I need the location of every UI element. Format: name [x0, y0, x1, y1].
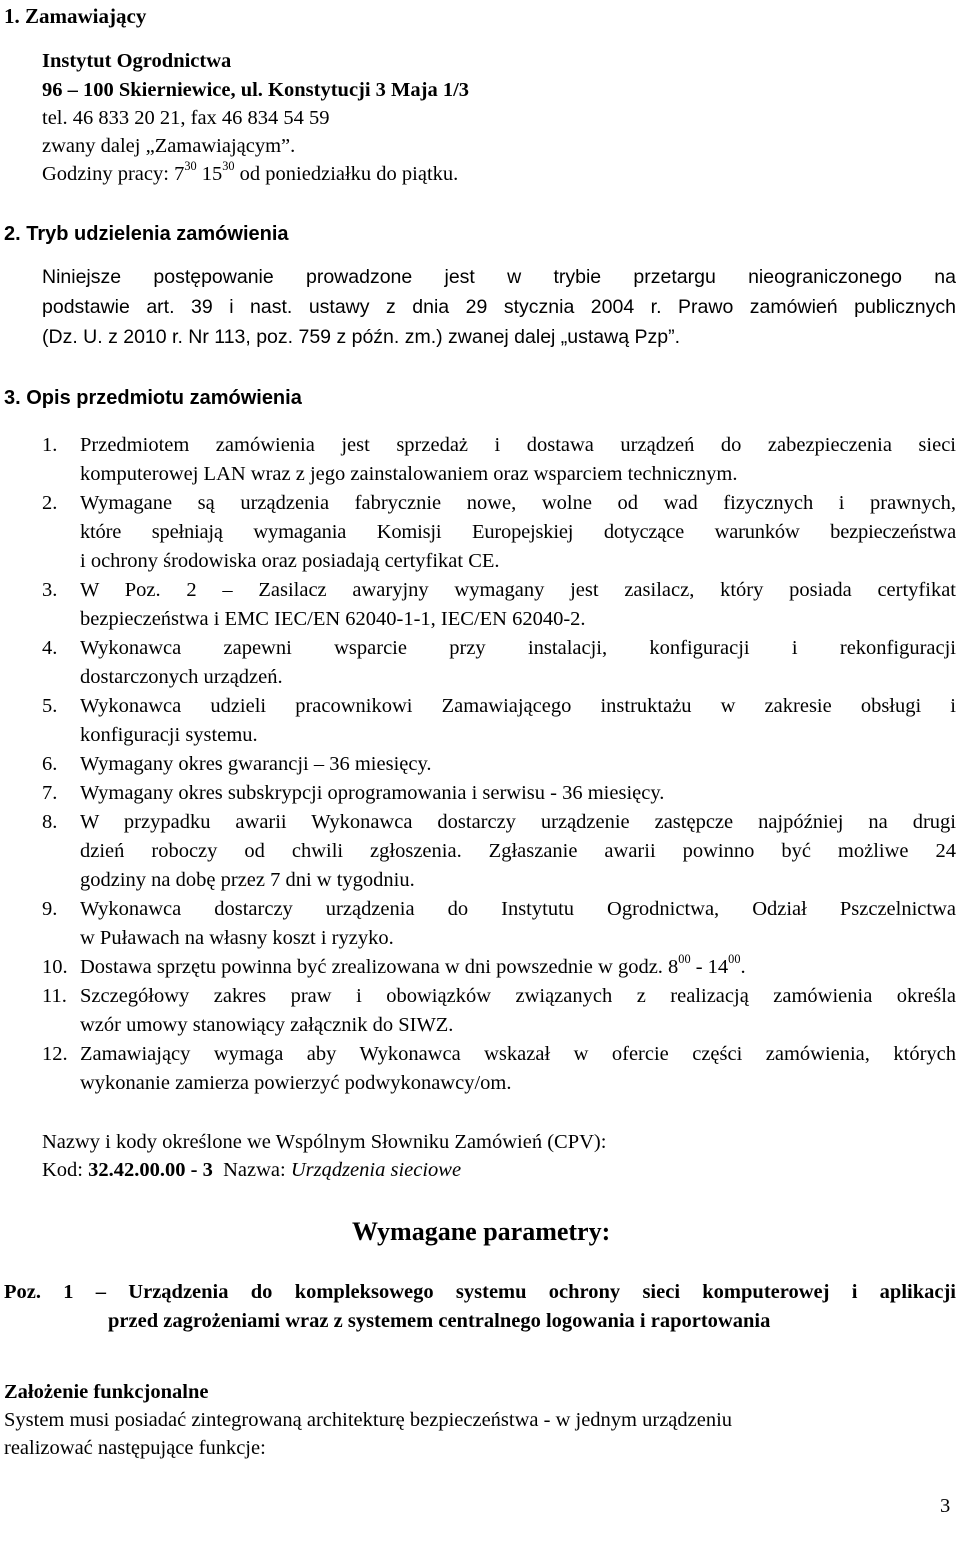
item-6-line-1: Wymagany okres gwarancji – 36 miesięcy. [80, 753, 432, 775]
item-11-line-1: Szczegółowy zakres praw i obowiązków związanych z realizacją zamówienia określa [80, 986, 956, 1007]
hours-text-b: 15 [196, 163, 223, 185]
item-10-text-c: . [740, 956, 746, 978]
hours-text-c: od poniedziałku do piątku. [234, 163, 459, 185]
item-12-line-1: Zamawiający wymaga aby Wykonawca wskazał w ofercie części zamówienia, których [80, 1044, 956, 1065]
zwany-line: zwany dalej „Zamawiającym”. [42, 135, 296, 157]
hours-text-a: Godziny pracy: 7 [42, 163, 185, 185]
s2-line-1: Niniejsze postępowanie prowadzone jest w trybie przetargu nieograniczonego na [42, 268, 956, 288]
item-11-line-2: wzór umowy stanowiący załącznik do SIWZ. [80, 1014, 454, 1036]
item-7-line-1: Wymagany okres subskrypcji oprogramowania i serwisu - 36 miesięcy. [80, 782, 665, 804]
hours-sup-2: 30 [222, 159, 235, 173]
item-3-line-2: bezpieczeństwa i EMC IEC/EN 62040-1-1, IEC/EN 62040-2. [80, 608, 586, 630]
institute-name: Instytut Ogrodnictwa [42, 50, 232, 72]
item-10-sup-2: 00 [728, 952, 741, 966]
item-3-line-1: W Poz. 2 – Zasilacz awaryjny wymagany jest zasilacz, który posiada certyfikat [80, 580, 956, 601]
item-12-number: 12. [42, 1043, 68, 1065]
item-10-text-b: - 14 [690, 956, 729, 978]
zalozenie-line-2: realizować następujące funkcje: [4, 1437, 266, 1459]
working-hours [42, 159, 459, 185]
item-1-line-2: komputerowej LAN wraz z jego zainstalowaniem oraz wsparciem technicznym. [80, 463, 738, 485]
institute-phone: tel. 46 833 20 21, fax 46 834 54 59 [42, 107, 330, 129]
cpv-kod-value: 32.42.00.00 - 3 [88, 1159, 213, 1181]
hours-sup-1: 30 [184, 159, 197, 173]
poz-1-line-1: Poz. 1 – Urządzenia do kompleksowego systemu ochrony sieci komputerowej i aplikacji [4, 1282, 956, 1303]
page-number: 3 [940, 1495, 951, 1517]
poz-1-line-2: przed zagrożeniami wraz z systemem centralnego logowania i raportowania [108, 1310, 771, 1332]
item-4-line-1: Wykonawca zapewni wsparcie przy instalacji, konfiguracji i rekonfiguracji [80, 638, 956, 659]
item-8-number: 8. [42, 811, 58, 833]
item-11-number: 11. [42, 985, 67, 1007]
zalozenie-heading: Założenie funkcjonalne [4, 1381, 209, 1403]
cpv-nazwa-value: Urządzenia sieciowe [290, 1159, 462, 1181]
s2-line-2: podstawie art. 39 i nast. ustawy z dnia 29 stycznia 2004 r. Prawo zamówień publicznych [42, 298, 956, 318]
item-9-line-2: w Puławach na własny koszt i ryzyko. [80, 927, 394, 949]
section-3-heading: 3. Opis przedmiotu zamówienia [4, 387, 302, 409]
cpv-line: Nazwy i kody określone we Wspólnym Słowniku Zamówień (CPV): [42, 1131, 607, 1153]
item-5-line-1: Wykonawca udzieli pracownikowi Zamawiającego instruktażu w zakresie obsługi i [80, 696, 956, 717]
item-8-line-1: W przypadku awarii Wykonawca dostarczy urządzenie zastępcze najpóźniej na drugi [80, 812, 956, 833]
cpv-code-line [42, 1160, 461, 1181]
item-10-number: 10. [42, 956, 68, 978]
cpv-kod-label: Kod: [42, 1159, 89, 1181]
item-2-line-3: i ochrony środowiska oraz posiadają certyfikat CE. [80, 550, 500, 572]
item-5-number: 5. [42, 695, 58, 717]
item-12-line-2: wykonanie zamierza powierzyć podwykonawcy/om. [80, 1072, 512, 1094]
cpv-nazwa-label: Nazwa: [212, 1159, 291, 1181]
item-5-line-2: konfiguracji systemu. [80, 724, 258, 746]
item-9-line-1: Wykonawca dostarczy urządzenia do Instytutu Ogrodnictwa, Odział Pszczelnictwa [80, 899, 956, 920]
s2-line-3: (Dz. U. z 2010 r. Nr 113, poz. 759 z późn. zm.) zwanej dalej „ustawą Pzp”. [42, 326, 680, 348]
section-1-heading: 1. Zamawiający [4, 4, 147, 28]
item-3-number: 3. [42, 579, 58, 601]
item-7-number: 7. [42, 782, 58, 804]
item-10-text-a: Dostawa sprzętu powinna być zrealizowana w dni powszednie w godz. 8 [80, 956, 679, 978]
item-9-number: 9. [42, 898, 58, 920]
zalozenie-line-1: System musi posiadać zintegrowaną architekturę bezpieczeństwa - w jednym urządzeniu [4, 1409, 733, 1431]
item-2-line-2: które spełniają wymagania Komisji Europejskiej dotyczące warunków bezpieczeństwa [80, 522, 956, 543]
item-8-line-3: godziny na dobę przez 7 dni w tygodniu. [80, 869, 415, 891]
institute-address: 96 – 100 Skierniewice, ul. Konstytucji 3 Maja 1/3 [42, 79, 470, 101]
item-1-number: 1. [42, 434, 58, 456]
item-2-line-1: Wymagane są urządzenia fabrycznie nowe, wolne od wad fizycznych i prawnych, [80, 493, 956, 514]
item-4-line-2: dostarczonych urządzeń. [80, 666, 283, 688]
item-8-line-2: dzień roboczy od chwili zgłoszenia. Zgłaszanie awarii powinno być możliwe 24 [80, 841, 956, 862]
item-1-line-1: Przedmiotem zamówienia jest sprzedaż i dostawa urządzeń do zabezpieczenia sieci [80, 435, 956, 456]
params-heading: Wymagane parametry: [352, 1217, 611, 1246]
item-10-sup-1: 00 [678, 952, 691, 966]
section-2-heading: 2. Tryb udzielenia zamówienia [4, 223, 289, 245]
item-6-number: 6. [42, 753, 58, 775]
item-4-number: 4. [42, 637, 58, 659]
item-2-number: 2. [42, 492, 58, 514]
item-10-line-1 [80, 952, 956, 978]
